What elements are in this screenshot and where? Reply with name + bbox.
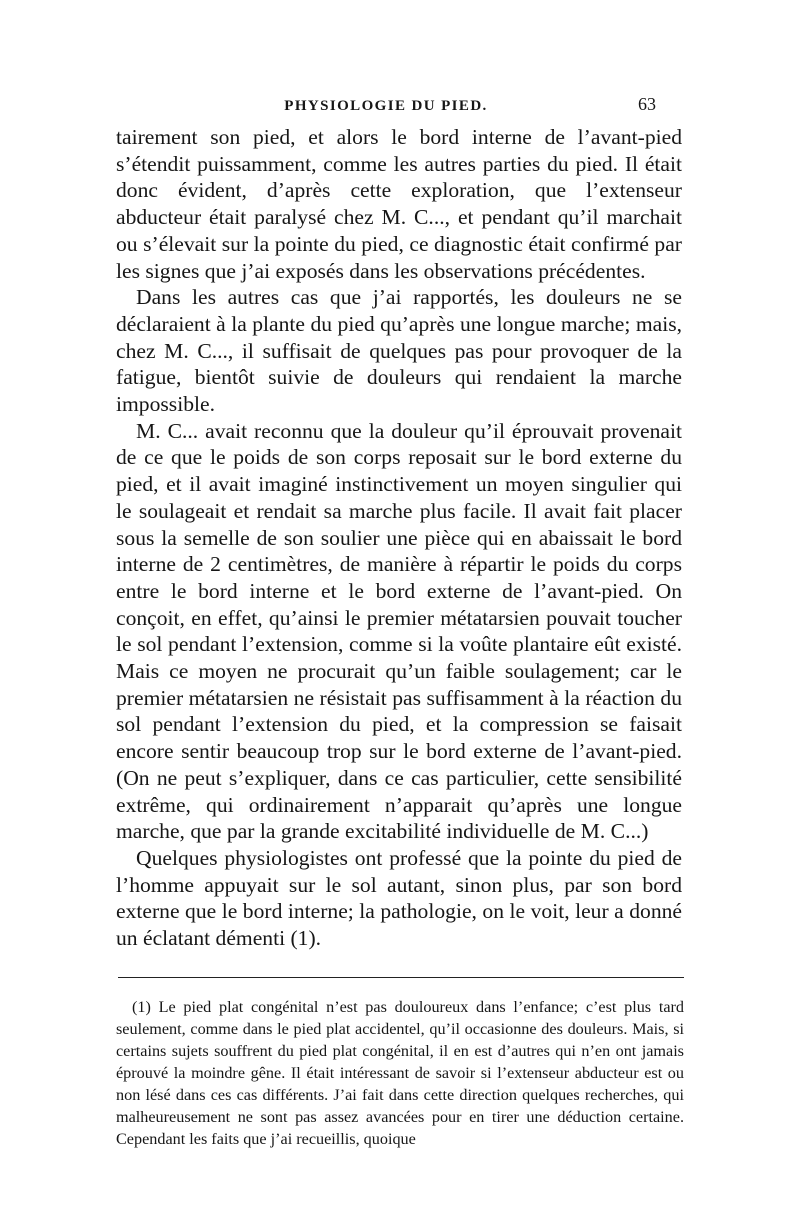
footnote-divider: [118, 977, 684, 978]
running-title: PHYSIOLOGIE DU PIED.: [284, 98, 488, 114]
body-text: [116, 124, 682, 952]
paragraph-3: M. C... avait reconnu que la douleur qu’il éprouvait provenait de ce que le poids de son corps reposait sur le bord externe du pied, et il avait imaginé instinctivement un moyen singulier qui le soulageait et rendait sa marche plus facile. Il avait fait placer sous la semelle de son soulier une pièce qui en abaissait le bord interne de 2 centimètres, de manière à répartir le poids du corps entre le bord interne et le bord externe de l’avant-pied. On conçoit, en effet, qu’ainsi le premier métatarsien pouvait toucher le sol pendant l’extension, comme si la voûte plantaire eût existé. Mais ce moyen ne procurait qu’un faible soulagement; car le premier métatarsien ne résistait pas suffisamment à la réaction du sol pendant l’extension du pied, et la compression se faisait encore sentir beaucoup trop sur le bord externe de l’avant-pied. (On ne peut s’expliquer, dans ce cas particulier, cette sensibilité extrême, qui ordinairement n’apparait qu’après une longue marche, que par la grande excitabilité individuelle de M. C...): [116, 418, 682, 844]
paragraph-1: tairement son pied, et alors le bord interne de l’avant-pied s’étendit puissamment, comme les autres parties du pied. Il était donc évident, d’après cette exploration, que l’extenseur abducteur était paralysé chez M. C..., et pendant qu’il marchait ou s’élevait sur la pointe du pied, ce diagnostic était confirmé par les signes que j’ai exposés dans les observations précédentes.: [116, 125, 682, 283]
footnote: [116, 996, 684, 1150]
paragraph-4: Quelques physiologistes ont professé que la pointe du pied de l’homme appuyait sur le sol autant, sinon plus, par son bord externe que le bord interne; la pathologie, on le voit, leur a donné un éclatant démenti (1).: [116, 845, 682, 951]
paragraph-2: Dans les autres cas que j’ai rapportés, les douleurs ne se déclaraient à la plante du pied qu’après une longue marche; mais, chez M. C..., il suffisait de quelques pas pour provoquer de la fatigue, bientôt suivie de douleurs qui rendaient la marche impossible.: [116, 285, 682, 417]
footnote-text: (1) Le pied plat congénital n’est pas douloureux dans l’enfance; c’est plus tard seulement, comme dans le pied plat accidentel, qu’il occasionne des douleurs. Mais, si certains sujets souffrent du pied plat congénital, il en est d’autres qui n’en ont jamais éprouvé la moindre gêne. Il était intéressant de savoir si l’extenseur abducteur est ou non lésé dans ces cas différents. J’ai fait dans cette direction quelques recherches, qui malheureusement ne sont pas assez avancées pour en tirer une déduction certaine. Cependant les faits que j’ai recueillis, quoique: [116, 998, 684, 1148]
page-header: [116, 94, 656, 118]
page-number: 63: [638, 94, 656, 114]
